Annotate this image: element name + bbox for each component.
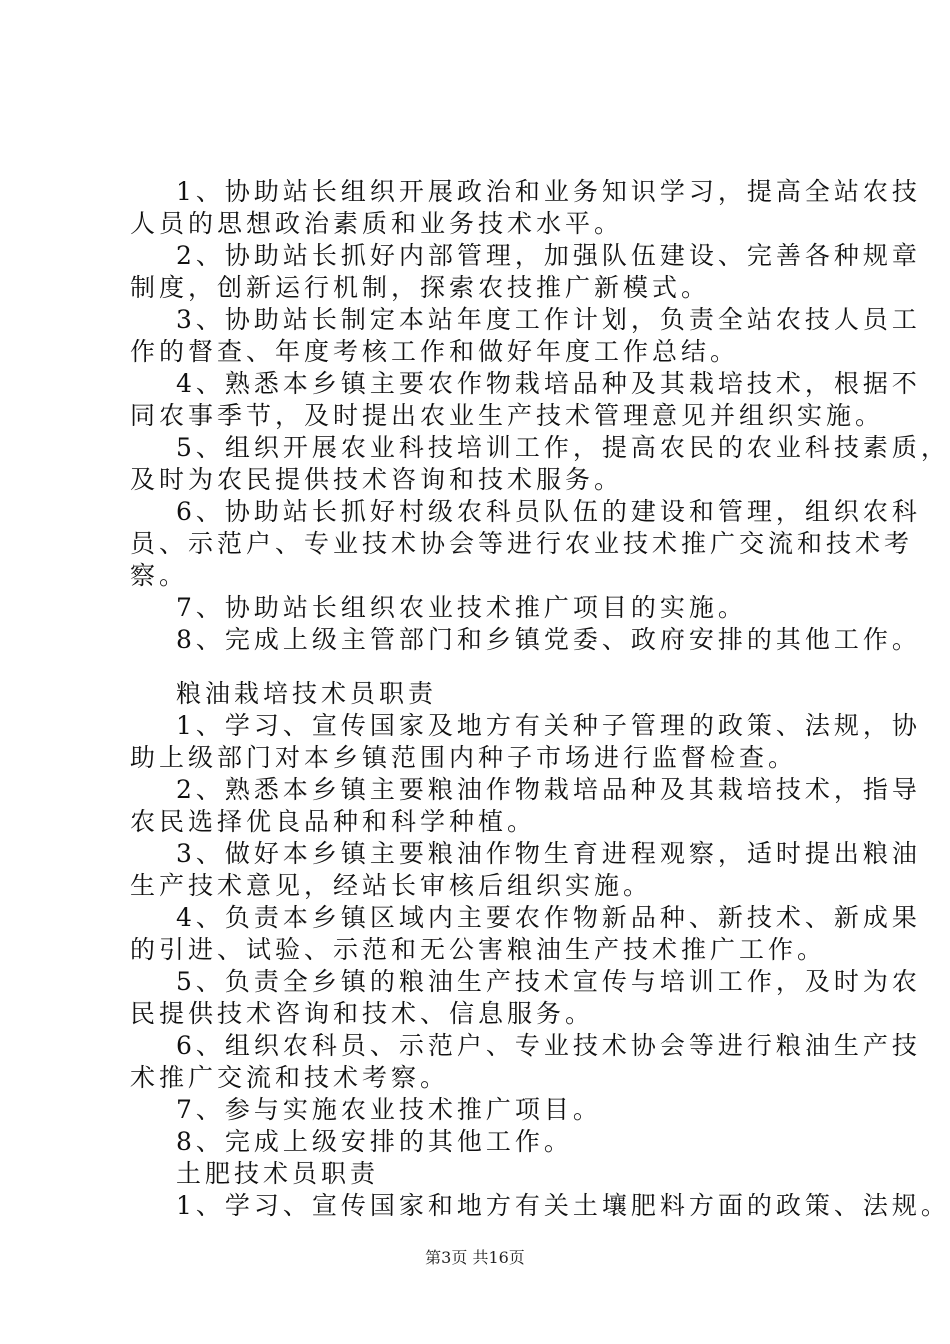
paragraph-line: 生产技术意见，经站长审核后组织实施。	[130, 871, 653, 900]
section-heading: 土肥技术员职责	[176, 1159, 380, 1188]
paragraph-line: 6、组织农科员、示范户、专业技术协会等进行粮油生产技	[176, 1031, 921, 1060]
paragraph-line: 制度，创新运行机制，探索农技推广新模式。	[130, 273, 711, 302]
paragraph-line: 5、组织开展农业科技培训工作，提高农民的农业科技素质，	[176, 433, 950, 462]
paragraph-line: 同农事季节，及时提出农业生产技术管理意见并组织实施。	[130, 401, 885, 430]
paragraph-line: 2、协助站长抓好内部管理，加强队伍建设、完善各种规章	[176, 241, 921, 270]
paragraph-line: 及时为农民提供技术咨询和技术服务。	[130, 465, 624, 494]
paragraph-line: 作的督查、年度考核工作和做好年度工作总结。	[130, 337, 740, 366]
paragraph-line: 3、协助站长制定本站年度工作计划，负责全站农技人员工	[176, 305, 921, 334]
paragraph-line: 人员的思想政治素质和业务技术水平。	[130, 209, 624, 238]
paragraph-line: 5、负责全乡镇的粮油生产技术宣传与培训工作，及时为农	[176, 967, 921, 996]
paragraph-line: 员、示范户、专业技术协会等进行农业技术推广交流和技术考	[130, 529, 914, 558]
paragraph-line: 3、做好本乡镇主要粮油作物生育进程观察，适时提出粮油	[176, 839, 921, 868]
paragraph-line: 2、熟悉本乡镇主要粮油作物栽培品种及其栽培技术，指导	[176, 775, 921, 804]
paragraph-line: 察。	[130, 561, 189, 590]
paragraph-line: 1、学习、宣传国家及地方有关种子管理的政策、法规，协	[176, 711, 921, 740]
paragraph-line: 助上级部门对本乡镇范围内种子市场进行监督检查。	[130, 743, 798, 772]
page-number: 第3页 共16页	[425, 1248, 525, 1267]
paragraph-line: 的引进、试验、示范和无公害粮油生产技术推广工作。	[130, 935, 827, 964]
paragraph-line: 民提供技术咨询和技术、信息服务。	[130, 999, 595, 1028]
paragraph-line: 术推广交流和技术考察。	[130, 1063, 450, 1092]
paragraph-line: 7、协助站长组织农业技术推广项目的实施。	[176, 593, 747, 622]
paragraph-line: 农民选择优良品种和科学种植。	[130, 807, 537, 836]
paragraph-line: 4、负责本乡镇区域内主要农作物新品种、新技术、新成果	[176, 903, 921, 932]
paragraph-line: 4、熟悉本乡镇主要农作物栽培品种及其栽培技术，根据不	[176, 369, 921, 398]
paragraph-line: 8、完成上级主管部门和乡镇党委、政府安排的其他工作。	[176, 625, 921, 654]
paragraph-line: 1、协助站长组织开展政治和业务知识学习，提高全站农技	[176, 177, 921, 206]
paragraph-line: 7、参与实施农业技术推广项目。	[176, 1095, 602, 1124]
paragraph-line: 8、完成上级安排的其他工作。	[176, 1127, 573, 1156]
paragraph-line: 6、协助站长抓好村级农科员队伍的建设和管理，组织农科	[176, 497, 921, 526]
paragraph-line: 1、学习、宣传国家和地方有关土壤肥料方面的政策、法规。	[176, 1191, 950, 1220]
section-heading: 粮油栽培技术员职责	[176, 679, 438, 708]
